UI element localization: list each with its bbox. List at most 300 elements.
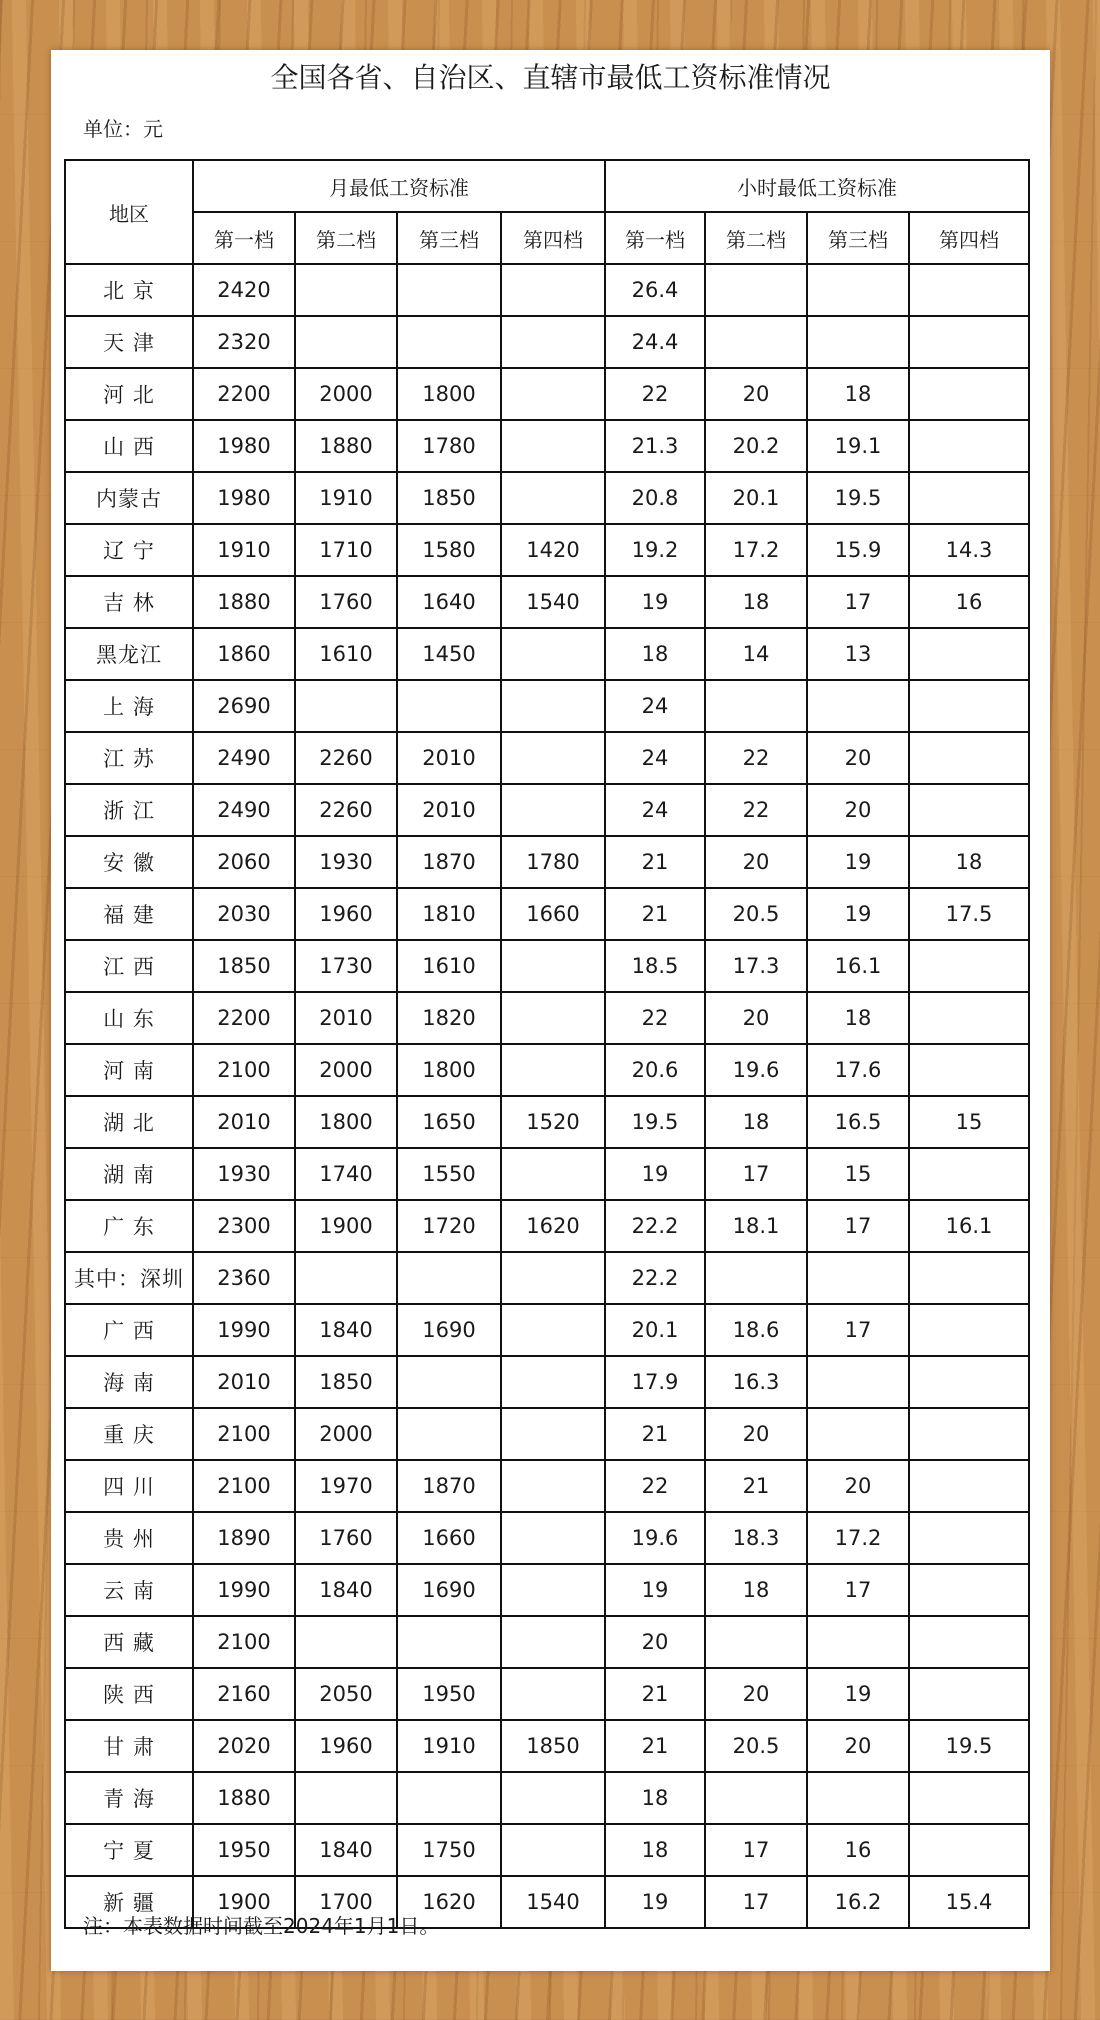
minimum-wage-table (64, 159, 1030, 1929)
monthly-tier-1-cell: 2060 (193, 836, 295, 888)
header-row-groups (65, 160, 1029, 212)
header-region: 地区 (65, 160, 193, 264)
header-hourly-tier-4: 第四档 (909, 212, 1029, 264)
region-cell: 黑龙江 (65, 628, 193, 680)
region-cell: 江 西 (65, 940, 193, 992)
hourly-tier-4-cell (909, 1460, 1029, 1512)
monthly-tier-1-cell: 2100 (193, 1616, 295, 1668)
hourly-tier-4-cell (909, 1408, 1029, 1460)
hourly-tier-4-cell (909, 1668, 1029, 1720)
monthly-tier-1-cell: 1890 (193, 1512, 295, 1564)
hourly-tier-2-cell: 21 (705, 1460, 807, 1512)
monthly-tier-4-cell (501, 628, 605, 680)
table-row (65, 888, 1029, 940)
region-cell: 吉 林 (65, 576, 193, 628)
hourly-tier-3-cell: 17 (807, 576, 909, 628)
monthly-tier-1-cell: 2360 (193, 1252, 295, 1304)
hourly-tier-1-cell: 19.6 (605, 1512, 705, 1564)
monthly-tier-2-cell (295, 680, 397, 732)
monthly-tier-3-cell: 1870 (397, 1460, 501, 1512)
monthly-tier-4-cell: 1850 (501, 1720, 605, 1772)
monthly-tier-1-cell: 2420 (193, 264, 295, 316)
monthly-tier-2-cell: 2260 (295, 784, 397, 836)
monthly-tier-4-cell: 1780 (501, 836, 605, 888)
hourly-tier-3-cell: 19 (807, 888, 909, 940)
monthly-tier-4-cell (501, 316, 605, 368)
hourly-tier-2-cell (705, 264, 807, 316)
monthly-tier-3-cell: 1690 (397, 1564, 501, 1616)
monthly-tier-3-cell: 1620 (397, 1876, 501, 1928)
unit-label: 单位：元 (83, 117, 163, 141)
table-row (65, 316, 1029, 368)
hourly-tier-1-cell: 22 (605, 1460, 705, 1512)
hourly-tier-1-cell: 26.4 (605, 264, 705, 316)
monthly-tier-4-cell: 1620 (501, 1200, 605, 1252)
hourly-tier-1-cell: 21 (605, 1668, 705, 1720)
monthly-tier-1-cell: 1930 (193, 1148, 295, 1200)
region-cell: 天 津 (65, 316, 193, 368)
region-cell: 重 庆 (65, 1408, 193, 1460)
hourly-tier-4-cell (909, 1044, 1029, 1096)
monthly-tier-4-cell (501, 1304, 605, 1356)
monthly-tier-2-cell: 1610 (295, 628, 397, 680)
hourly-tier-4-cell (909, 680, 1029, 732)
hourly-tier-3-cell: 19 (807, 836, 909, 888)
table-row (65, 940, 1029, 992)
monthly-tier-3-cell: 1660 (397, 1512, 501, 1564)
monthly-tier-1-cell: 1860 (193, 628, 295, 680)
region-cell: 四 川 (65, 1460, 193, 1512)
hourly-tier-4-cell: 17.5 (909, 888, 1029, 940)
hourly-tier-3-cell (807, 680, 909, 732)
monthly-tier-3-cell: 1690 (397, 1304, 501, 1356)
monthly-tier-3-cell (397, 1616, 501, 1668)
region-cell: 海 南 (65, 1356, 193, 1408)
table-row (65, 628, 1029, 680)
hourly-tier-1-cell: 22 (605, 992, 705, 1044)
region-cell: 陕 西 (65, 1668, 193, 1720)
hourly-tier-3-cell: 16.5 (807, 1096, 909, 1148)
monthly-tier-3-cell: 1800 (397, 1044, 501, 1096)
header-hourly-tier-3: 第三档 (807, 212, 909, 264)
monthly-tier-4-cell (501, 1564, 605, 1616)
monthly-tier-1-cell: 2030 (193, 888, 295, 940)
monthly-tier-1-cell: 2200 (193, 368, 295, 420)
monthly-tier-4-cell (501, 1356, 605, 1408)
monthly-tier-2-cell: 2000 (295, 1408, 397, 1460)
hourly-tier-3-cell: 20 (807, 1460, 909, 1512)
monthly-tier-4-cell (501, 732, 605, 784)
monthly-tier-2-cell: 1880 (295, 420, 397, 472)
hourly-tier-2-cell (705, 1616, 807, 1668)
region-cell: 安 徽 (65, 836, 193, 888)
hourly-tier-2-cell: 22 (705, 784, 807, 836)
table-body (65, 264, 1029, 1928)
hourly-tier-4-cell (909, 1148, 1029, 1200)
monthly-tier-2-cell (295, 1772, 397, 1824)
header-monthly-tier-1: 第一档 (193, 212, 295, 264)
hourly-tier-3-cell: 17 (807, 1564, 909, 1616)
hourly-tier-3-cell: 13 (807, 628, 909, 680)
monthly-tier-1-cell: 2300 (193, 1200, 295, 1252)
region-cell: 内蒙古 (65, 472, 193, 524)
table-row (65, 1200, 1029, 1252)
monthly-tier-1-cell: 2200 (193, 992, 295, 1044)
monthly-tier-4-cell: 1540 (501, 1876, 605, 1928)
hourly-tier-4-cell (909, 420, 1029, 472)
hourly-tier-1-cell: 20.6 (605, 1044, 705, 1096)
monthly-tier-3-cell (397, 1252, 501, 1304)
monthly-tier-4-cell: 1520 (501, 1096, 605, 1148)
hourly-tier-4-cell (909, 1356, 1029, 1408)
hourly-tier-1-cell: 19 (605, 1148, 705, 1200)
hourly-tier-2-cell: 18.1 (705, 1200, 807, 1252)
hourly-tier-1-cell: 22.2 (605, 1200, 705, 1252)
hourly-tier-1-cell: 24 (605, 732, 705, 784)
hourly-tier-4-cell (909, 1252, 1029, 1304)
monthly-tier-4-cell (501, 680, 605, 732)
document-sheet (51, 50, 1050, 1971)
hourly-tier-2-cell: 20.2 (705, 420, 807, 472)
hourly-tier-1-cell: 21 (605, 1720, 705, 1772)
hourly-tier-4-cell (909, 628, 1029, 680)
table-row (65, 1252, 1029, 1304)
hourly-tier-4-cell: 16 (909, 576, 1029, 628)
footnote: 注：本表数据时间截至2024年1月1日。 (83, 1914, 440, 1938)
hourly-tier-3-cell (807, 1408, 909, 1460)
monthly-tier-2-cell: 1960 (295, 888, 397, 940)
monthly-tier-3-cell: 1780 (397, 420, 501, 472)
hourly-tier-2-cell: 20 (705, 368, 807, 420)
hourly-tier-2-cell: 20.5 (705, 888, 807, 940)
monthly-tier-4-cell (501, 1616, 605, 1668)
region-cell: 其中：深圳 (65, 1252, 193, 1304)
hourly-tier-3-cell: 17.2 (807, 1512, 909, 1564)
table-row (65, 1512, 1029, 1564)
hourly-tier-2-cell: 20 (705, 1408, 807, 1460)
hourly-tier-3-cell: 19 (807, 1668, 909, 1720)
hourly-tier-3-cell (807, 264, 909, 316)
table-row (65, 1096, 1029, 1148)
hourly-tier-4-cell (909, 368, 1029, 420)
region-cell: 上 海 (65, 680, 193, 732)
hourly-tier-3-cell (807, 1252, 909, 1304)
hourly-tier-2-cell: 17.2 (705, 524, 807, 576)
hourly-tier-4-cell (909, 784, 1029, 836)
monthly-tier-1-cell: 1950 (193, 1824, 295, 1876)
monthly-tier-2-cell (295, 316, 397, 368)
table-row (65, 1356, 1029, 1408)
monthly-tier-1-cell: 2100 (193, 1408, 295, 1460)
document-title: 全国各省、自治区、直辖市最低工资标准情况 (270, 61, 831, 94)
hourly-tier-2-cell: 17 (705, 1876, 807, 1928)
monthly-tier-1-cell: 2160 (193, 1668, 295, 1720)
monthly-tier-3-cell: 1650 (397, 1096, 501, 1148)
monthly-tier-4-cell (501, 368, 605, 420)
region-cell: 山 东 (65, 992, 193, 1044)
hourly-tier-2-cell: 14 (705, 628, 807, 680)
region-cell: 西 藏 (65, 1616, 193, 1668)
hourly-tier-3-cell: 18 (807, 368, 909, 420)
hourly-tier-2-cell: 20.1 (705, 472, 807, 524)
monthly-tier-2-cell: 1840 (295, 1564, 397, 1616)
monthly-tier-4-cell (501, 420, 605, 472)
hourly-tier-2-cell: 18 (705, 1564, 807, 1616)
monthly-tier-3-cell: 1910 (397, 1720, 501, 1772)
hourly-tier-2-cell: 20 (705, 992, 807, 1044)
hourly-tier-3-cell: 17 (807, 1304, 909, 1356)
monthly-tier-3-cell: 1810 (397, 888, 501, 940)
monthly-tier-2-cell: 1700 (295, 1876, 397, 1928)
hourly-tier-2-cell (705, 680, 807, 732)
hourly-tier-1-cell: 18 (605, 628, 705, 680)
hourly-tier-1-cell: 18 (605, 1772, 705, 1824)
hourly-tier-4-cell: 19.5 (909, 1720, 1029, 1772)
table-row (65, 1460, 1029, 1512)
hourly-tier-2-cell: 20 (705, 836, 807, 888)
monthly-tier-1-cell: 2010 (193, 1356, 295, 1408)
hourly-tier-4-cell (909, 472, 1029, 524)
monthly-tier-4-cell (501, 472, 605, 524)
monthly-tier-2-cell: 2260 (295, 732, 397, 784)
region-cell: 湖 南 (65, 1148, 193, 1200)
hourly-tier-3-cell: 19.1 (807, 420, 909, 472)
header-monthly-tier-3: 第三档 (397, 212, 501, 264)
region-cell: 浙 江 (65, 784, 193, 836)
hourly-tier-4-cell (909, 992, 1029, 1044)
header-monthly-tier-2: 第二档 (295, 212, 397, 264)
hourly-tier-3-cell: 15.9 (807, 524, 909, 576)
monthly-tier-4-cell (501, 1044, 605, 1096)
hourly-tier-2-cell: 19.6 (705, 1044, 807, 1096)
hourly-tier-2-cell: 18.3 (705, 1512, 807, 1564)
hourly-tier-3-cell (807, 1772, 909, 1824)
monthly-tier-3-cell (397, 316, 501, 368)
hourly-tier-1-cell: 24.4 (605, 316, 705, 368)
hourly-tier-3-cell (807, 316, 909, 368)
monthly-tier-3-cell (397, 680, 501, 732)
monthly-tier-2-cell: 2000 (295, 368, 397, 420)
monthly-tier-4-cell (501, 264, 605, 316)
region-cell: 云 南 (65, 1564, 193, 1616)
monthly-tier-1-cell: 2490 (193, 732, 295, 784)
region-cell: 江 苏 (65, 732, 193, 784)
header-hourly-group: 小时最低工资标准 (605, 160, 1029, 212)
hourly-tier-4-cell (909, 1512, 1029, 1564)
region-cell: 河 南 (65, 1044, 193, 1096)
hourly-tier-2-cell: 16.3 (705, 1356, 807, 1408)
monthly-tier-3-cell: 1750 (397, 1824, 501, 1876)
table-row (65, 1772, 1029, 1824)
monthly-tier-3-cell: 1640 (397, 576, 501, 628)
monthly-tier-3-cell: 1800 (397, 368, 501, 420)
hourly-tier-2-cell: 20.5 (705, 1720, 807, 1772)
monthly-tier-1-cell: 1990 (193, 1564, 295, 1616)
hourly-tier-3-cell: 17.6 (807, 1044, 909, 1096)
monthly-tier-3-cell: 2010 (397, 784, 501, 836)
hourly-tier-4-cell (909, 1304, 1029, 1356)
table-row (65, 1408, 1029, 1460)
monthly-tier-1-cell: 1900 (193, 1876, 295, 1928)
hourly-tier-1-cell: 24 (605, 784, 705, 836)
header-monthly-tier-4: 第四档 (501, 212, 605, 264)
hourly-tier-3-cell: 16.1 (807, 940, 909, 992)
hourly-tier-1-cell: 17.9 (605, 1356, 705, 1408)
header-hourly-tier-1: 第一档 (605, 212, 705, 264)
hourly-tier-1-cell: 19 (605, 1564, 705, 1616)
region-cell: 甘 肃 (65, 1720, 193, 1772)
monthly-tier-3-cell: 1450 (397, 628, 501, 680)
hourly-tier-1-cell: 22 (605, 368, 705, 420)
hourly-tier-4-cell: 18 (909, 836, 1029, 888)
monthly-tier-2-cell: 1910 (295, 472, 397, 524)
hourly-tier-1-cell: 20.8 (605, 472, 705, 524)
monthly-tier-4-cell (501, 784, 605, 836)
hourly-tier-1-cell: 19.2 (605, 524, 705, 576)
monthly-tier-1-cell: 2020 (193, 1720, 295, 1772)
monthly-tier-1-cell: 1850 (193, 940, 295, 992)
hourly-tier-2-cell (705, 1252, 807, 1304)
hourly-tier-4-cell (909, 732, 1029, 784)
hourly-tier-3-cell (807, 1616, 909, 1668)
monthly-tier-1-cell: 1990 (193, 1304, 295, 1356)
table-row (65, 472, 1029, 524)
hourly-tier-3-cell: 20 (807, 732, 909, 784)
region-cell: 北 京 (65, 264, 193, 316)
hourly-tier-3-cell: 16.2 (807, 1876, 909, 1928)
table-row (65, 1564, 1029, 1616)
monthly-tier-2-cell: 1760 (295, 1512, 397, 1564)
monthly-tier-2-cell (295, 264, 397, 316)
hourly-tier-1-cell: 21.3 (605, 420, 705, 472)
table-row (65, 1824, 1029, 1876)
monthly-tier-4-cell (501, 1460, 605, 1512)
monthly-tier-4-cell: 1540 (501, 576, 605, 628)
monthly-tier-2-cell: 1740 (295, 1148, 397, 1200)
hourly-tier-2-cell: 20 (705, 1668, 807, 1720)
monthly-tier-2-cell (295, 1616, 397, 1668)
monthly-tier-1-cell: 2490 (193, 784, 295, 836)
monthly-tier-1-cell: 2100 (193, 1460, 295, 1512)
hourly-tier-1-cell: 19 (605, 1876, 705, 1928)
region-cell: 贵 州 (65, 1512, 193, 1564)
table-row (65, 1304, 1029, 1356)
hourly-tier-1-cell: 19.5 (605, 1096, 705, 1148)
monthly-tier-4-cell (501, 1408, 605, 1460)
hourly-tier-2-cell: 17 (705, 1148, 807, 1200)
table-row (65, 784, 1029, 836)
monthly-tier-1-cell: 2320 (193, 316, 295, 368)
hourly-tier-4-cell (909, 1772, 1029, 1824)
region-cell: 福 建 (65, 888, 193, 940)
hourly-tier-3-cell: 19.5 (807, 472, 909, 524)
table-row (65, 732, 1029, 784)
region-cell: 广 东 (65, 1200, 193, 1252)
table-row (65, 524, 1029, 576)
hourly-tier-1-cell: 21 (605, 836, 705, 888)
monthly-tier-3-cell: 2010 (397, 732, 501, 784)
table-row (65, 1720, 1029, 1772)
monthly-tier-3-cell (397, 1772, 501, 1824)
hourly-tier-1-cell: 20.1 (605, 1304, 705, 1356)
monthly-tier-4-cell (501, 1512, 605, 1564)
monthly-tier-3-cell: 1610 (397, 940, 501, 992)
region-cell: 湖 北 (65, 1096, 193, 1148)
region-cell: 山 西 (65, 420, 193, 472)
hourly-tier-1-cell: 24 (605, 680, 705, 732)
hourly-tier-4-cell: 14.3 (909, 524, 1029, 576)
monthly-tier-1-cell: 1910 (193, 524, 295, 576)
monthly-tier-3-cell (397, 264, 501, 316)
hourly-tier-3-cell: 17 (807, 1200, 909, 1252)
hourly-tier-1-cell: 20 (605, 1616, 705, 1668)
hourly-tier-2-cell: 18 (705, 576, 807, 628)
monthly-tier-4-cell (501, 1824, 605, 1876)
hourly-tier-2-cell: 17 (705, 1824, 807, 1876)
region-cell: 宁 夏 (65, 1824, 193, 1876)
monthly-tier-2-cell: 1850 (295, 1356, 397, 1408)
hourly-tier-3-cell: 20 (807, 784, 909, 836)
hourly-tier-4-cell: 15.4 (909, 1876, 1029, 1928)
table-row (65, 1044, 1029, 1096)
hourly-tier-1-cell: 19 (605, 576, 705, 628)
hourly-tier-1-cell: 18.5 (605, 940, 705, 992)
monthly-tier-4-cell: 1660 (501, 888, 605, 940)
region-cell: 青 海 (65, 1772, 193, 1824)
monthly-tier-2-cell: 1760 (295, 576, 397, 628)
monthly-tier-2-cell: 2010 (295, 992, 397, 1044)
hourly-tier-3-cell (807, 1356, 909, 1408)
monthly-tier-2-cell: 1900 (295, 1200, 397, 1252)
hourly-tier-4-cell: 15 (909, 1096, 1029, 1148)
hourly-tier-4-cell (909, 1824, 1029, 1876)
monthly-tier-1-cell: 2100 (193, 1044, 295, 1096)
header-monthly-group: 月最低工资标准 (193, 160, 605, 212)
monthly-tier-3-cell: 1870 (397, 836, 501, 888)
monthly-tier-2-cell: 1730 (295, 940, 397, 992)
region-cell: 河 北 (65, 368, 193, 420)
monthly-tier-2-cell: 2050 (295, 1668, 397, 1720)
hourly-tier-2-cell: 18.6 (705, 1304, 807, 1356)
monthly-tier-4-cell (501, 1252, 605, 1304)
monthly-tier-3-cell (397, 1356, 501, 1408)
hourly-tier-2-cell (705, 1772, 807, 1824)
table-row (65, 1148, 1029, 1200)
hourly-tier-1-cell: 21 (605, 888, 705, 940)
monthly-tier-4-cell (501, 1148, 605, 1200)
monthly-tier-4-cell (501, 992, 605, 1044)
monthly-tier-4-cell: 1420 (501, 524, 605, 576)
table-row (65, 368, 1029, 420)
table-row (65, 1616, 1029, 1668)
hourly-tier-4-cell (909, 940, 1029, 992)
hourly-tier-2-cell: 17.3 (705, 940, 807, 992)
monthly-tier-1-cell: 2010 (193, 1096, 295, 1148)
hourly-tier-2-cell: 18 (705, 1096, 807, 1148)
monthly-tier-2-cell (295, 1252, 397, 1304)
monthly-tier-3-cell: 1550 (397, 1148, 501, 1200)
monthly-tier-1-cell: 2690 (193, 680, 295, 732)
hourly-tier-4-cell: 16.1 (909, 1200, 1029, 1252)
header-row-tiers (65, 212, 1029, 264)
monthly-tier-3-cell: 1820 (397, 992, 501, 1044)
monthly-tier-3-cell: 1580 (397, 524, 501, 576)
table-row (65, 420, 1029, 472)
monthly-tier-2-cell: 1970 (295, 1460, 397, 1512)
monthly-tier-3-cell: 1950 (397, 1668, 501, 1720)
monthly-tier-4-cell (501, 1772, 605, 1824)
monthly-tier-2-cell: 1800 (295, 1096, 397, 1148)
